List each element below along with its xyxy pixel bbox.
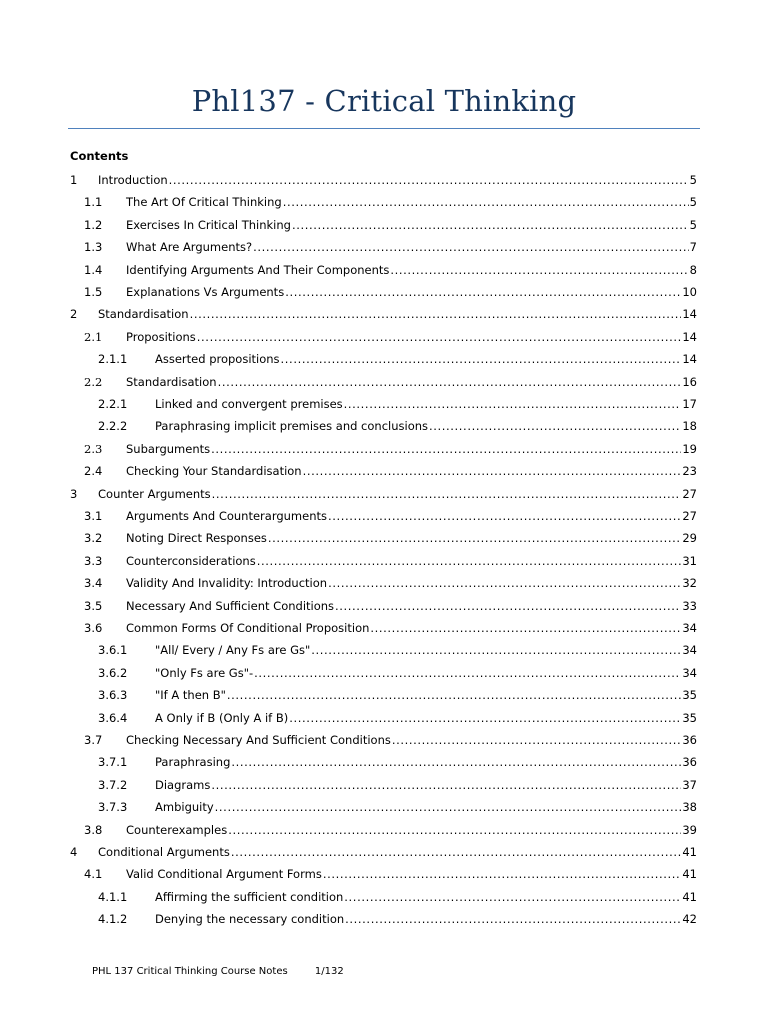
toc-entry-page: 5 [689,217,697,232]
toc-entry-number: 3.7.1 [98,755,128,770]
toc-entry-label: Paraphrasing implicit premises and conclusions [155,419,429,434]
toc-entry-page: 39 [682,822,697,837]
toc-entry[interactable] [0,551,768,571]
toc-entry-page: 19 [682,441,697,456]
toc-entry-page: 18 [682,419,697,434]
toc-entry[interactable] [0,797,768,817]
toc-entry-label: What Are Arguments? [126,240,253,255]
title-divider [68,128,700,129]
toc-entry-label: "All/ Every / Any Fs are Gs" [155,643,311,658]
toc-entry-number: 3.6 [84,621,103,635]
toc-entry-page: 14 [682,307,697,322]
toc-entry-page: 42 [682,912,697,927]
toc-entry-page: 34 [682,621,697,635]
toc-entry-page: 7 [689,240,697,255]
toc-entry-number: 3.6.1 [98,643,128,658]
toc-entry-number: 4.1 [84,867,103,882]
toc-dot-leader [289,708,681,728]
toc-entry[interactable] [0,596,768,616]
toc-entry[interactable] [0,842,768,862]
toc-entry[interactable] [0,170,768,190]
toc-entry-label: "If A then B" [155,688,226,703]
toc-entry[interactable] [0,864,768,884]
toc-dot-leader [370,618,681,638]
toc-dot-leader [215,797,682,817]
toc-entry-label: Asserted propositions [155,352,280,367]
toc-entry-label: Noting Direct Responses [126,531,267,546]
toc-entry[interactable] [0,730,768,750]
toc-entry-number: 3 [70,486,78,501]
toc-entry-label: Propositions [126,329,196,344]
toc-entry-label: Conditional Arguments [98,845,230,859]
toc-entry-number: 3.8 [84,822,103,837]
toc-entry-page: 33 [682,598,697,613]
document-title: Phl137 - Critical Thinking [191,84,577,118]
toc-entry-page: 29 [682,531,697,546]
toc-entry-label: Standardisation [126,374,217,389]
toc-entry-number: 2.1 [84,329,103,344]
toc-entry-label: Ambiguity [155,800,214,815]
toc-entry-page: 16 [682,374,697,389]
toc-entry-label: Paraphrasing [155,755,231,770]
toc-dot-leader [268,528,681,548]
toc-entry-number: 2.3 [84,441,103,456]
toc-dot-leader [344,394,682,414]
toc-entry[interactable] [0,394,768,414]
toc-entry-number: 2 [70,307,78,322]
toc-dot-leader [218,372,682,392]
toc-entry-page: 41 [682,889,697,904]
toc-entry-page: 32 [682,576,697,591]
toc-dot-leader [254,663,681,683]
toc-entry-number: 3.6.4 [98,710,128,725]
toc-entry-label: Standardisation [98,307,189,322]
toc-dot-leader [231,842,682,862]
toc-dot-leader [212,484,682,504]
toc-entry-label: Explanations Vs Arguments [126,285,285,299]
toc-entry-label: Counterexamples [126,822,228,837]
toc-entry-page: 31 [682,553,697,568]
toc-entry-label: Linked and convergent premises [155,397,343,411]
toc-entry-label: Identifying Arguments And Their Components [126,262,390,277]
toc-entry-page: 27 [682,486,697,501]
toc-entry-label: Introduction [98,173,168,187]
toc-entry-label: Valid Conditional Argument Forms [126,867,322,882]
toc-entry[interactable] [0,820,768,840]
toc-entry-label: Subarguments [126,441,211,456]
toc-entry-page: 35 [682,710,697,725]
toc-entry-number: 1.4 [84,262,103,277]
toc-entry[interactable] [0,304,768,324]
toc-entry-number: 3.5 [84,598,103,613]
toc-entry-number: 1 [70,173,78,187]
toc-entry-page: 36 [682,755,697,770]
toc-entry-label: Common Forms Of Conditional Proposition [126,621,370,635]
toc-entry[interactable] [0,708,768,728]
toc-entry-page: 34 [682,643,697,658]
toc-entry-page: 41 [682,845,697,859]
toc-entry[interactable] [0,461,768,481]
toc-entry-number: 2.1.1 [98,352,128,367]
toc-entry[interactable] [0,327,768,347]
toc-dot-leader [345,909,681,929]
toc-entry[interactable] [0,416,768,436]
toc-entry-label: Checking Your Standardisation [126,464,302,479]
contents-heading: Contents [70,149,129,163]
toc-entry-label: Denying the necessary condition [155,912,345,927]
toc-dot-leader [231,752,681,772]
toc-entry-number: 1.3 [84,240,103,255]
toc-entry[interactable] [0,215,768,235]
toc-dot-leader [392,730,682,750]
toc-entry-page: 38 [682,800,697,815]
toc-entry-page: 14 [682,352,697,367]
toc-entry[interactable] [0,640,768,660]
toc-entry-number: 2.2.1 [98,397,128,411]
toc-entry[interactable] [0,484,768,504]
toc-entry-label: Counter Arguments [98,486,211,501]
toc-entry[interactable] [0,260,768,280]
toc-entry[interactable] [0,372,768,392]
toc-entry-page: 34 [682,665,697,680]
toc-dot-leader [283,192,689,212]
toc-entry-label: Arguments And Counterarguments [126,509,327,523]
toc-dot-leader [429,416,681,436]
toc-dot-leader [190,304,682,324]
toc-entry-page: 37 [682,777,697,792]
toc-entry-label: Counterconsiderations [126,553,256,568]
toc-dot-leader [227,685,681,705]
toc-dot-leader [211,775,681,795]
toc-entry-page: 5 [689,173,697,187]
toc-dot-leader [323,864,682,884]
toc-entry-page: 35 [682,688,697,703]
toc-entry[interactable] [0,663,768,683]
toc-dot-leader [328,506,681,526]
toc-entry-number: 1.1 [84,195,103,210]
toc-entry-number: 2.4 [84,464,103,479]
toc-entry-page: 5 [689,195,697,210]
toc-entry[interactable] [0,685,768,705]
toc-dot-leader [344,887,681,907]
toc-entry-number: 3.1 [84,509,103,523]
toc-dot-leader [390,260,688,280]
toc-entry[interactable] [0,618,768,638]
toc-entry-number: 4 [70,845,78,859]
toc-entry-page: 23 [682,464,697,479]
toc-entry[interactable] [0,439,768,459]
toc-entry-label: "Only Fs are Gs"- [155,665,254,680]
toc-entry[interactable] [0,192,768,212]
toc-dot-leader [311,640,681,660]
toc-entry-page: 41 [682,867,697,882]
toc-entry-number: 2.2.2 [98,419,128,434]
toc-entry-number: 3.7 [84,733,103,747]
toc-entry[interactable] [0,506,768,526]
toc-entry-number: 4.1.1 [98,889,128,904]
toc-dot-leader [228,820,681,840]
toc-entry-page: 14 [682,329,697,344]
toc-entry-number: 3.7.2 [98,777,128,792]
toc-entry-label: Affirming the sufficient condition [155,889,344,904]
toc-entry-number: 4.1.2 [98,912,128,927]
toc-entry-label: Validity And Invalidity: Introduction [126,576,328,591]
toc-dot-leader [169,170,689,190]
toc-entry-page: 36 [682,733,697,747]
toc-dot-leader [335,596,681,616]
toc-entry-label: Exercises In Critical Thinking [126,217,291,232]
toc-entry[interactable] [0,528,768,548]
toc-dot-leader [292,215,689,235]
toc-entry-label: Checking Necessary And Sufficient Conditions [126,733,391,747]
toc-entry[interactable] [0,237,768,257]
toc-entry[interactable] [0,752,768,772]
toc-entry[interactable] [0,909,768,929]
toc-entry-number: 3.4 [84,576,103,591]
toc-entry-number: 3.2 [84,531,103,546]
toc-entry-label: Necessary And Sufficient Conditions [126,598,335,613]
toc-entry-label: Diagrams [155,777,211,792]
toc-entry-page: 10 [682,285,697,299]
toc-dot-leader [257,551,682,571]
toc-entry-label: The Art Of Critical Thinking [126,195,282,210]
toc-entry[interactable] [0,775,768,795]
footer-course-notes: PHL 137 Critical Thinking Course Notes [92,966,288,977]
footer-page-indicator: 1/132 [314,966,344,977]
toc-entry-page: 17 [682,397,697,411]
toc-entry-number: 3.7.3 [98,800,128,815]
toc-entry[interactable] [0,573,768,593]
toc-dot-leader [285,282,681,302]
toc-entry[interactable] [0,887,768,907]
toc-dot-leader [211,439,681,459]
toc-entry-page: 8 [689,262,697,277]
toc-entry-label: A Only if B (Only A if B) [155,710,289,725]
toc-entry-number: 3.6.3 [98,688,128,703]
toc-entry-page: 27 [682,509,697,523]
toc-dot-leader [328,573,681,593]
toc-entry-number: 3.3 [84,553,103,568]
toc-dot-leader [253,237,689,257]
toc-entry-number: 3.6.2 [98,665,128,680]
toc-entry[interactable] [0,349,768,369]
toc-entry-number: 1.5 [84,285,103,299]
toc-entry-number: 1.2 [84,217,103,232]
toc-entry[interactable] [0,282,768,302]
page-footer [92,966,344,977]
toc-dot-leader [281,349,682,369]
toc-dot-leader [303,461,682,481]
toc-entry-number: 2.2 [84,374,103,389]
toc-dot-leader [197,327,682,347]
